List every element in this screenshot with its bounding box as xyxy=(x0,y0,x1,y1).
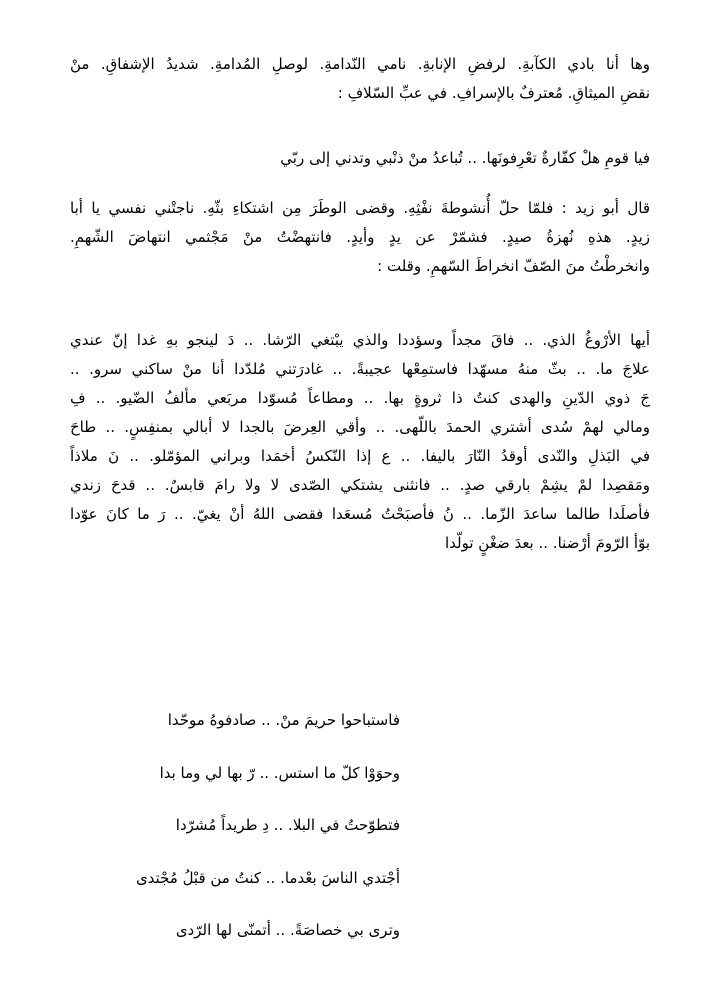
paragraph-1 xyxy=(70,50,650,108)
text-line: فأصلَدا طالما ساعدَ الزّما. .. نُ فأصبَحْتُ مُسعَدا فقضى اللهُ أنْ يغيّ. .. رَ ما كانَ عوّدا xyxy=(70,505,650,523)
text-line: في البَذلِ والنّدى أوقدُ النّارَ باليفا. .. ع إذا النّكسُ أخمَدا وبراني المؤمّلو. .. نَ ملاذاً xyxy=(70,447,650,465)
text-line: جَ ذوي الدّينِ والهدى كنتُ ذا ثروةٍ بها. .. ومطاعاً مُسوّدا مربَعي مألفُ الضّيو. .. فِ xyxy=(70,389,650,407)
poem-line: وترى بي خصاصَةً. .. أتمنّى لها الرّدى xyxy=(175,921,400,939)
poem-line: وحوَوْا كلّ ما استس. .. رّ بها لي وما بدا xyxy=(159,764,400,782)
text-line: وها أنا بادي الكآبةِ. لرفضِ الإنابةِ. نامي النّدامةِ. لوصلِ المُدامةِ. شديدُ الإشفاقِ. منْ xyxy=(70,55,650,73)
text-line: وانخرطْتُ منَ الصّفّ انخراطَ السّهمِ. وقلت : xyxy=(377,257,650,275)
text-line: بوّأ الرّومَ أرْضنا. .. بعدَ ضغْنٍ تولّدا xyxy=(444,534,650,552)
poem-line: فاستباحوا حريمَ منْ. .. صادفوهُ موحّدا xyxy=(167,711,400,729)
text-line: علاجَ ما. .. بثّ منهُ مسهّدا فاستمِعْها عجيبةً. .. غادرَتني مُلدّدا أنا منْ ساكني سرو. .. xyxy=(70,360,650,378)
text-line: نقضِ الميثاقِ. مُعترفٌ بالإسرافِ. في عبِّ السّلافِ : xyxy=(337,84,650,102)
text-line: ومالي لهمْ سُدى أشتري الحمدَ باللّهى. .. وأقي العِرضَ بالجدا لا أبالي بمنفِسٍ. .. طاحَ xyxy=(70,418,650,436)
text-line: أيها الأرْوغُ الذي. .. فاقَ مجداً وسؤددا والذي يبْتغي الرّشا. .. دَ لينجو بهِ غدا إنّ عندي xyxy=(70,331,650,349)
text-line: ومَقصِدا لمْ يشِمْ بارقي صدٍ. .. فانثنى يشتكي الصّدى لا ولا رامَ قابسٌ. .. قدحَ زندي xyxy=(70,476,650,494)
text-line: قال أبو زيد : فلمّا حلّ أُنشوطةَ نفْثِهِ. وقضى الوطَرَ مِن اشتكاءِ بثّهِ. ناجتْني نفسي يا أبا xyxy=(70,199,650,217)
paragraph-2 xyxy=(70,194,650,281)
paragraph-3 xyxy=(70,326,650,558)
verse-line: فيا قومِ هلْ كفّارةٌ تعْرِفونَها. .. تُباعدُ منْ ذنْبي وتدني إلى ربّي xyxy=(280,149,650,167)
poem-line: فتطوّحتُ في البلا. .. دِ طريداً مُشرّدا xyxy=(175,816,400,834)
text-line: زيدٍ. هذهِ نُهزةُ صيدٍ. فشمّرْ عن يدٍ وأيدٍ. فانتهضْتُ منْ مَجْثمي انتهاضَ الشّهمِ. xyxy=(70,228,650,246)
poem-line: أجْتدي الناسَ بعْدما. .. كنتُ من قبْلُ مُجْتدى xyxy=(135,869,400,887)
